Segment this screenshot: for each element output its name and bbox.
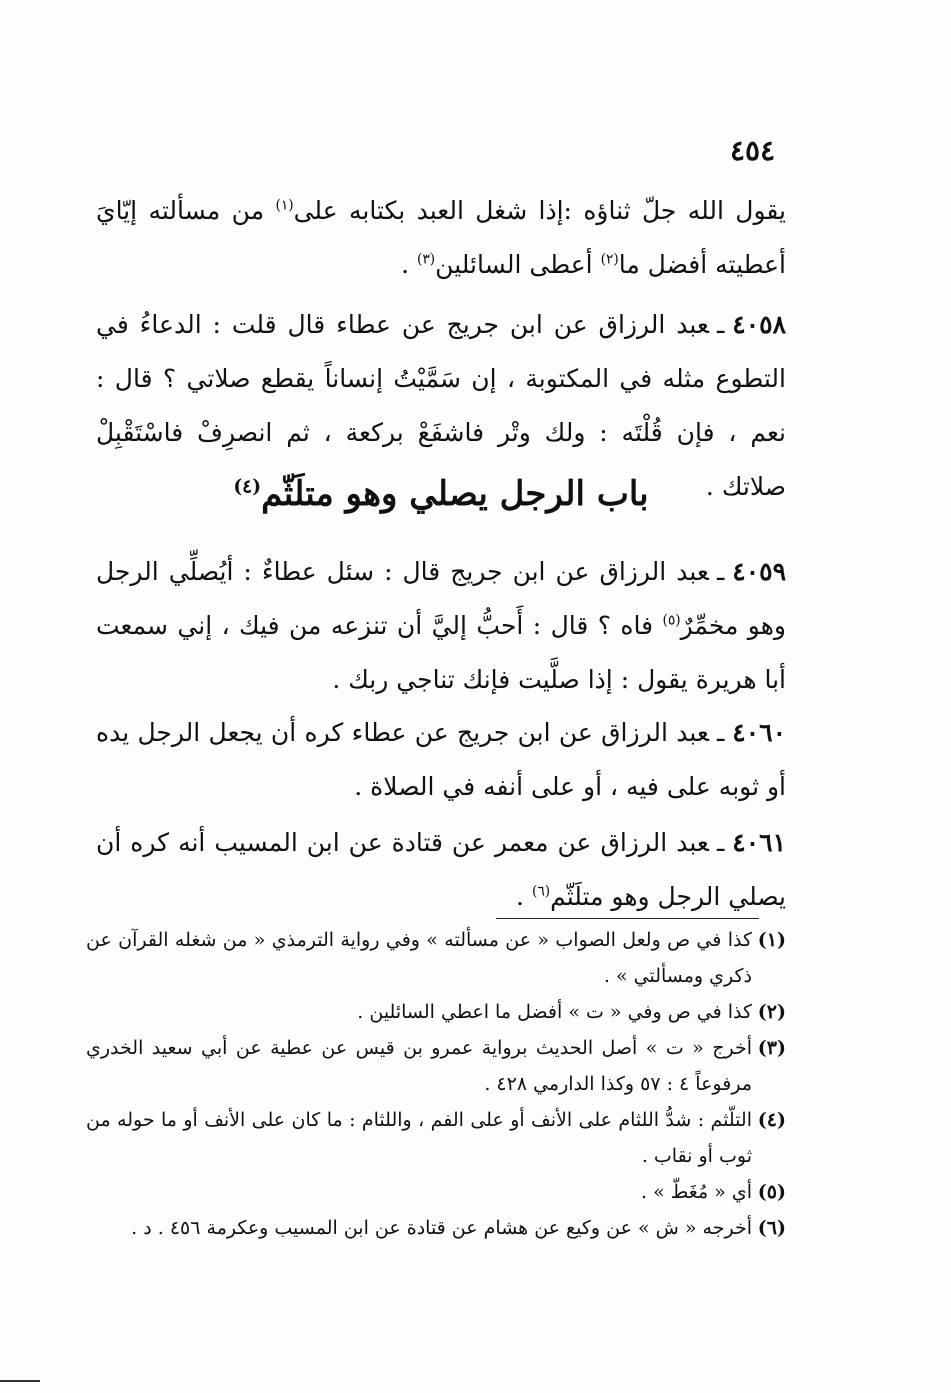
hadith-dash: ـ bbox=[716, 310, 725, 339]
footnote-text: كذا في ص ولعل الصواب « عن مسألته » وفي رواية الترمذي « من شغله القرآن عن ذكري ومسألتي » . bbox=[86, 929, 752, 987]
intro-text-2: من مسألته إيّايَ أعطيته أفضل ما bbox=[96, 196, 786, 279]
footnote-number: (٦) bbox=[757, 1217, 786, 1239]
chapter-heading-text: باب الرجل يصلي وهو متلَثّم bbox=[261, 474, 649, 514]
footnote-text: أي « مُغَطّ » . bbox=[641, 1181, 752, 1203]
hadith-4059 bbox=[96, 545, 786, 707]
footnote-text: أخرجه « ش » عن وكيع عن هشام عن قتادة عن ابن المسيب وعكرمة ٤٥٦ . د . bbox=[131, 1217, 752, 1239]
hadith-dash: ـ bbox=[716, 828, 725, 857]
chapter-heading bbox=[96, 474, 786, 514]
footnote-ref-2[interactable]: (٢) bbox=[600, 251, 619, 268]
hadith-text-1: عبد الرزاق عن معمر عن قتادة عن ابن المسيب أنه كره أن يصلي الرجل وهو متلَثّم bbox=[96, 828, 786, 911]
footnote-ref-4[interactable]: (٤) bbox=[233, 475, 262, 498]
hadith-text-1: عبد الرزاق عن ابن جريج قال : سئل عطاءٌ : أيُصلِّي الرجل وهو مخمِّرٌ bbox=[96, 557, 786, 640]
footnote-2 bbox=[86, 994, 786, 1030]
hadith-text-2: فاه ؟ قال : أَحبُّ إليَّ أن تنزعه من فيك ، إني سمعت أبا هريرة يقول : إذا صلَّيت فإنك تناجي ربك . bbox=[96, 611, 786, 694]
footnote-number: (٤) bbox=[757, 1109, 786, 1131]
footnotes bbox=[86, 922, 786, 1246]
hadith-number: ٤٠٥٩ bbox=[732, 557, 786, 586]
footnote-number: (٥) bbox=[757, 1181, 786, 1203]
hadith-dash: ـ bbox=[716, 718, 725, 747]
hadith-4061 bbox=[96, 816, 786, 924]
footnote-text: كذا في ص وفي « ت » أفضل ما اعطي السائلين . bbox=[357, 1001, 752, 1023]
footnote-5 bbox=[86, 1174, 786, 1210]
intro-paragraph bbox=[96, 184, 786, 292]
footnote-3 bbox=[86, 1030, 786, 1102]
intro-text-1: يقول الله جلّ ثناؤه :إذا شغل العبد بكتابه على bbox=[293, 196, 786, 225]
hadith-number: ٤٠٥٨ bbox=[732, 310, 786, 339]
hadith-number: ٤٠٦٠ bbox=[732, 718, 786, 747]
footnote-divider bbox=[496, 918, 759, 919]
hadith-text: عبد الرزاق عن ابن جريج عن عطاء قال قلت : الدعاءُ في التطوع مثله في المكتوبة ، إن سَمَّيْتُ إنساناً يقطع صلاتي ؟ قال : نعم ، فإن قُلْتَه : ولك وتْر فاشفَعْ بركعة ، ثم انصرِفْ فاسْتَقْبِلْ صلاتك . bbox=[96, 310, 786, 501]
hadith-text-2: . bbox=[516, 882, 532, 911]
hadith-text: عبد الرزاق عن ابن جريج عن عطاء كره أن يجعل الرجل يده أو ثوبه على فيه ، أو على أنفه في الصلاة . bbox=[96, 718, 786, 801]
footnote-number: (٢) bbox=[757, 1001, 786, 1023]
footnote-4 bbox=[86, 1102, 786, 1174]
footnote-text: أخرج « ت » أصل الحديث برواية عمرو بن قيس عن عطية عن أبي سعيد الخدري مرفوعاً ٤ : ٥٧ وكذا الدارمي ٤٢٨ . bbox=[86, 1037, 752, 1095]
footnote-1 bbox=[86, 922, 786, 994]
footnote-ref-5[interactable]: (٥) bbox=[662, 612, 681, 629]
footnote-number: (٣) bbox=[757, 1037, 786, 1059]
footnote-ref-3[interactable]: (٣) bbox=[417, 251, 436, 268]
page-number: ٤٥٤ bbox=[730, 134, 776, 167]
footnote-number: (١) bbox=[757, 929, 786, 951]
hadith-4060 bbox=[96, 706, 786, 814]
hadith-dash: ـ bbox=[716, 557, 725, 586]
intro-text-3: أعطى السائلين bbox=[435, 250, 601, 279]
footnote-6 bbox=[86, 1210, 786, 1246]
footnote-ref-6[interactable]: (٦) bbox=[531, 883, 551, 900]
intro-text-end: . bbox=[401, 250, 418, 279]
footnote-ref-1[interactable]: (١) bbox=[275, 197, 294, 214]
hadith-number: ٤٠٦١ bbox=[732, 828, 786, 857]
scan-edge-mark bbox=[0, 1380, 40, 1382]
footnote-text: التلّثم : شدُّ اللثام على الأنف أو على الفم ، واللثام : ما كان على الأنف أو ما حوله من ثوب أو نقاب . bbox=[86, 1109, 752, 1167]
